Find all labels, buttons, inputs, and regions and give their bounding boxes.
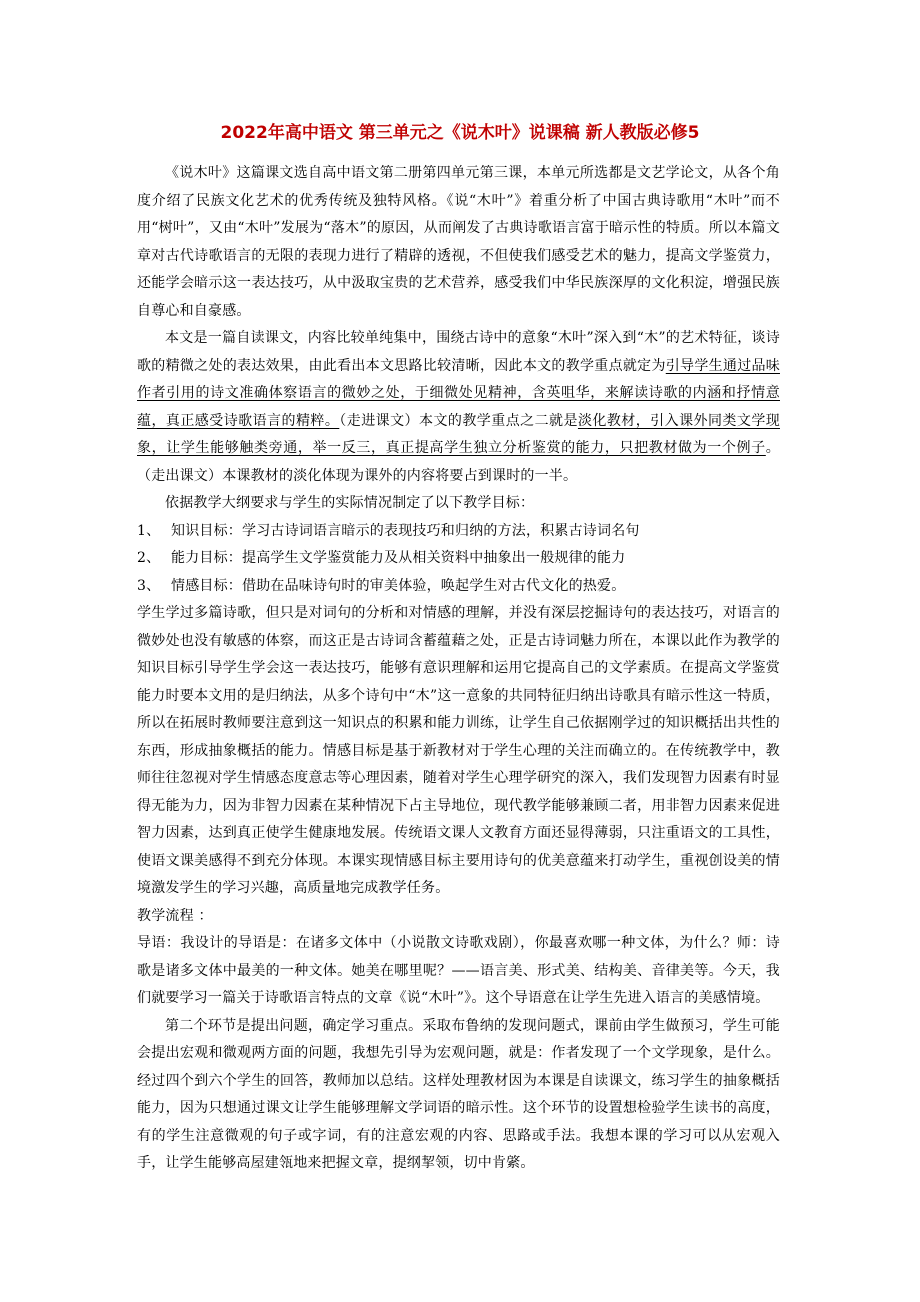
goal-text: 知识目标：学习古诗词语言暗示的表现技巧和归纳的方法，积累古诗词名句: [171, 522, 640, 539]
goal-number: 2、: [137, 550, 161, 566]
paragraph-intro: 《说木叶》这篇课文选自高中语文第二册第四单元第三课，本单元所选都是文艺学论文，从各个角度介绍了民族文化艺术的优秀传统及独特风格。《说“木叶”》着重分析了中国古典诗歌用“木叶”而不用“树叶”，又由“木叶”发展为“落木”的原因，从而阐发了古典诗歌语言富于暗示性的特质。所以本篇文章对古代诗歌语言的无限的表现力进行了精辟的透视，不但使我们感受艺术的魅力，提高文学鉴赏力，还能学会暗示这一表达技巧，从中汲取宝贵的艺术营养，感受我们中华民族深厚的文化积淀，增强民族自尊心和自豪感。: [137, 165, 780, 319]
goal-text: 情感目标：借助在品味诗句时的审美体验，唤起学生对古代文化的热爱。: [171, 577, 626, 594]
goal-text: 能力目标：提高学生文学鉴赏能力及从相关资料中抽象出一般规律的能力: [171, 550, 626, 566]
goal-number: 3、: [137, 577, 161, 594]
key-point-2-underlined: 淡化教材，引入课外同类文学现象，让学生能够触类旁通，举一反三，真正提高学生独立分析鉴赏的能力，只把教材做为一个例子: [137, 412, 780, 456]
key-point-1-underlined: 引导学生通过品味作者引用的诗文准确体察语言的微妙之处，于细微处见精神，含英咀华，来解读诗歌的内涵和抒情意蕴，真正感受诗歌语言的精粹。: [137, 357, 780, 429]
document-title: 2022年高中语文 第三单元之《说木叶》说课稿 新人教版必修5: [220, 123, 700, 143]
paragraph-goals-intro: 依据教学大纲要求与学生的实际情况制定了以下教学目标：: [165, 495, 535, 511]
teaching-flow-heading: 教学流程 ：: [137, 907, 213, 924]
document-body: [137, 160, 780, 1178]
goal-number: 1、: [137, 522, 161, 539]
key-points-text-3: 。（走出课文）本课教材的淡化体现为课外的内容将要占到课时的一半。: [137, 440, 780, 484]
goal-item-3: [137, 573, 780, 601]
goal-item-1: [137, 518, 780, 546]
paragraph-second-step: 第二个环节是提出问题，确定学习重点。采取布鲁纳的发现问题式，课前由学生做预习，学生可能会提出宏观和微观两方面的问题，我想先引导为宏观问题，就是：作者发现了一个文学现象，是什么。经过四个到六个学生的回答，教师加以总结。这样处理教材因为本课是自读课文，练习学生的抽象概括能力，因为只想通过课文让学生能够理解文学词语的暗示性。这个环节的设置想检验学生读书的高度，有的学生注意微观的句子或字词，有的注意宏观的内容、思路或手法。我想本课的学习可以从宏观入手，让学生能够高屋建瓴地来把握文章，提纲挈领，切中肯綮。: [137, 1017, 780, 1171]
paragraph-goal-analysis: 学生学过多篇诗歌，但只是对词句的分析和对情感的理解，并没有深层挖掘诗句的表达技巧，对语言的微妙处也没有敏感的体察，而这正是古诗词含蓄蕴藉之处，正是古诗词魅力所在，本课以此作为教学的知识目标引导学生学会这一表达技巧，能够有意识理解和运用它提高自己的文学素质。在提高文学鉴赏能力时要本文用的是归纳法，从多个诗句中“木”这一意象的共同特征归纳出诗歌具有暗示性这一特质，所以在拓展时教师要注意到这一知识点的积累和能力训练，让学生自己依据刚学过的知识概括出共性的东西，形成抽象概括的能力。情感目标是基于新教材对于学生心理的关注而确立的。在传统教学中，教师往往忽视对学生情感态度意志等心理因素，随着对学生心理学研究的深入，我们发现智力因素有时显得无能为力，因为非智力因素在某种情况下占主导地位，现代教学能够兼顾二者，用非智力因素来促进智力因素，达到真正使学生健康地发展。传统语文课人文教育方面还显得薄弱，只注重语文的工具性，使语文课美感得不到充分体现。本课实现情感目标主要用诗句的优美意蕴来打动学生，重视创设美的情境激发学生的学习兴趣，高质量地完成教学任务。: [137, 605, 780, 896]
key-points-text-2: （走进课文）本文的教学重点之二就是: [339, 412, 578, 429]
paragraph-key-points: [137, 325, 780, 490]
paragraph-lead-in: 导语：我设计的导语是：在诸多文体中（小说散文诗歌戏剧），你最喜欢哪一种文体，为什么？师：诗歌是诸多文体中最美的一种文体。她美在哪里呢？——语言美、形式美、结构美、音律美等。今天，我们就要学习一篇关于诗歌语言特点的文章《说“木叶”》。这个导语意在让学生先进入语言的美感情境。: [137, 935, 780, 1006]
goal-item-2: [137, 545, 780, 573]
key-points-text-1: 本文是一篇自读课文，内容比较单纯集中，围绕古诗中的意象“木叶”深入到“木”的艺术特征，谈诗歌的精微之处的表达效果，由此看出本文思路比较清晰，因此本文的教学重点就定为: [137, 330, 780, 374]
